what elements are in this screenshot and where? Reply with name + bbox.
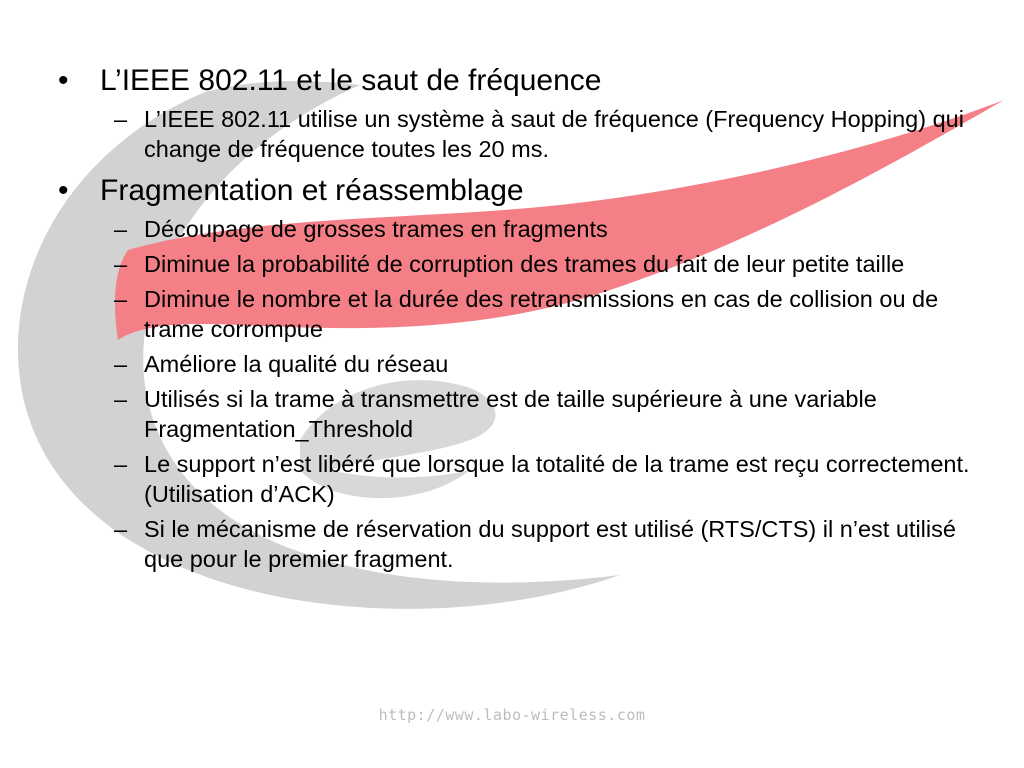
sub-bullet-text: Diminue le nombre et la durée des retransmissions en cas de collision ou de trame corrompue — [144, 286, 939, 342]
sub-bullet-item — [58, 349, 978, 379]
dash-glyph: – — [114, 351, 128, 377]
footer-url: http://www.labo-wireless.com — [378, 706, 646, 724]
dash-glyph: – — [114, 286, 128, 312]
sub-bullet-text: Améliore la qualité du réseau — [144, 351, 449, 377]
sub-bullet-item — [58, 284, 978, 344]
sub-bullet-item — [58, 104, 978, 164]
sub-bullet-list — [58, 214, 978, 574]
sub-bullet-text: Le support n’est libéré que lorsque la totalité de la trame est reçu correctement. (Utilisation d’ACK) — [144, 451, 970, 507]
bullet-glyph: • — [58, 174, 69, 207]
bullet-item — [58, 64, 978, 98]
sub-bullet-item — [58, 514, 978, 574]
sub-bullet-item — [58, 384, 978, 444]
sub-bullet-item — [58, 214, 978, 244]
sub-bullet-list — [58, 104, 978, 164]
bullet-text: Fragmentation et réassemblage — [100, 174, 524, 207]
dash-glyph: – — [114, 251, 128, 277]
bullet-text: L’IEEE 802.11 et le saut de fréquence — [100, 64, 602, 97]
sub-bullet-text: L’IEEE 802.11 utilise un système à saut de fréquence (Frequency Hopping) qui change de fréquence toutes les 20 ms. — [144, 106, 964, 162]
sub-bullet-text: Découpage de grosses trames en fragments — [144, 216, 608, 242]
sub-bullet-text: Utilisés si la trame à transmettre est de taille supérieure à une variable Fragmentation_Threshold — [144, 386, 877, 442]
dash-glyph: – — [114, 451, 128, 477]
dash-glyph: – — [114, 386, 128, 412]
dash-glyph: – — [114, 216, 128, 242]
bullet-item — [58, 174, 978, 208]
slide-body — [58, 64, 978, 584]
dash-glyph: – — [114, 516, 128, 542]
sub-bullet-item — [58, 249, 978, 279]
sub-bullet-text: Si le mécanisme de réservation du support est utilisé (RTS/CTS) il n’est utilisé que pour le premier fragment. — [144, 516, 956, 572]
bullet-glyph: • — [58, 64, 69, 97]
dash-glyph: – — [114, 106, 128, 132]
sub-bullet-text: Diminue la probabilité de corruption des trames du fait de leur petite taille — [144, 251, 905, 277]
sub-bullet-item — [58, 449, 978, 509]
